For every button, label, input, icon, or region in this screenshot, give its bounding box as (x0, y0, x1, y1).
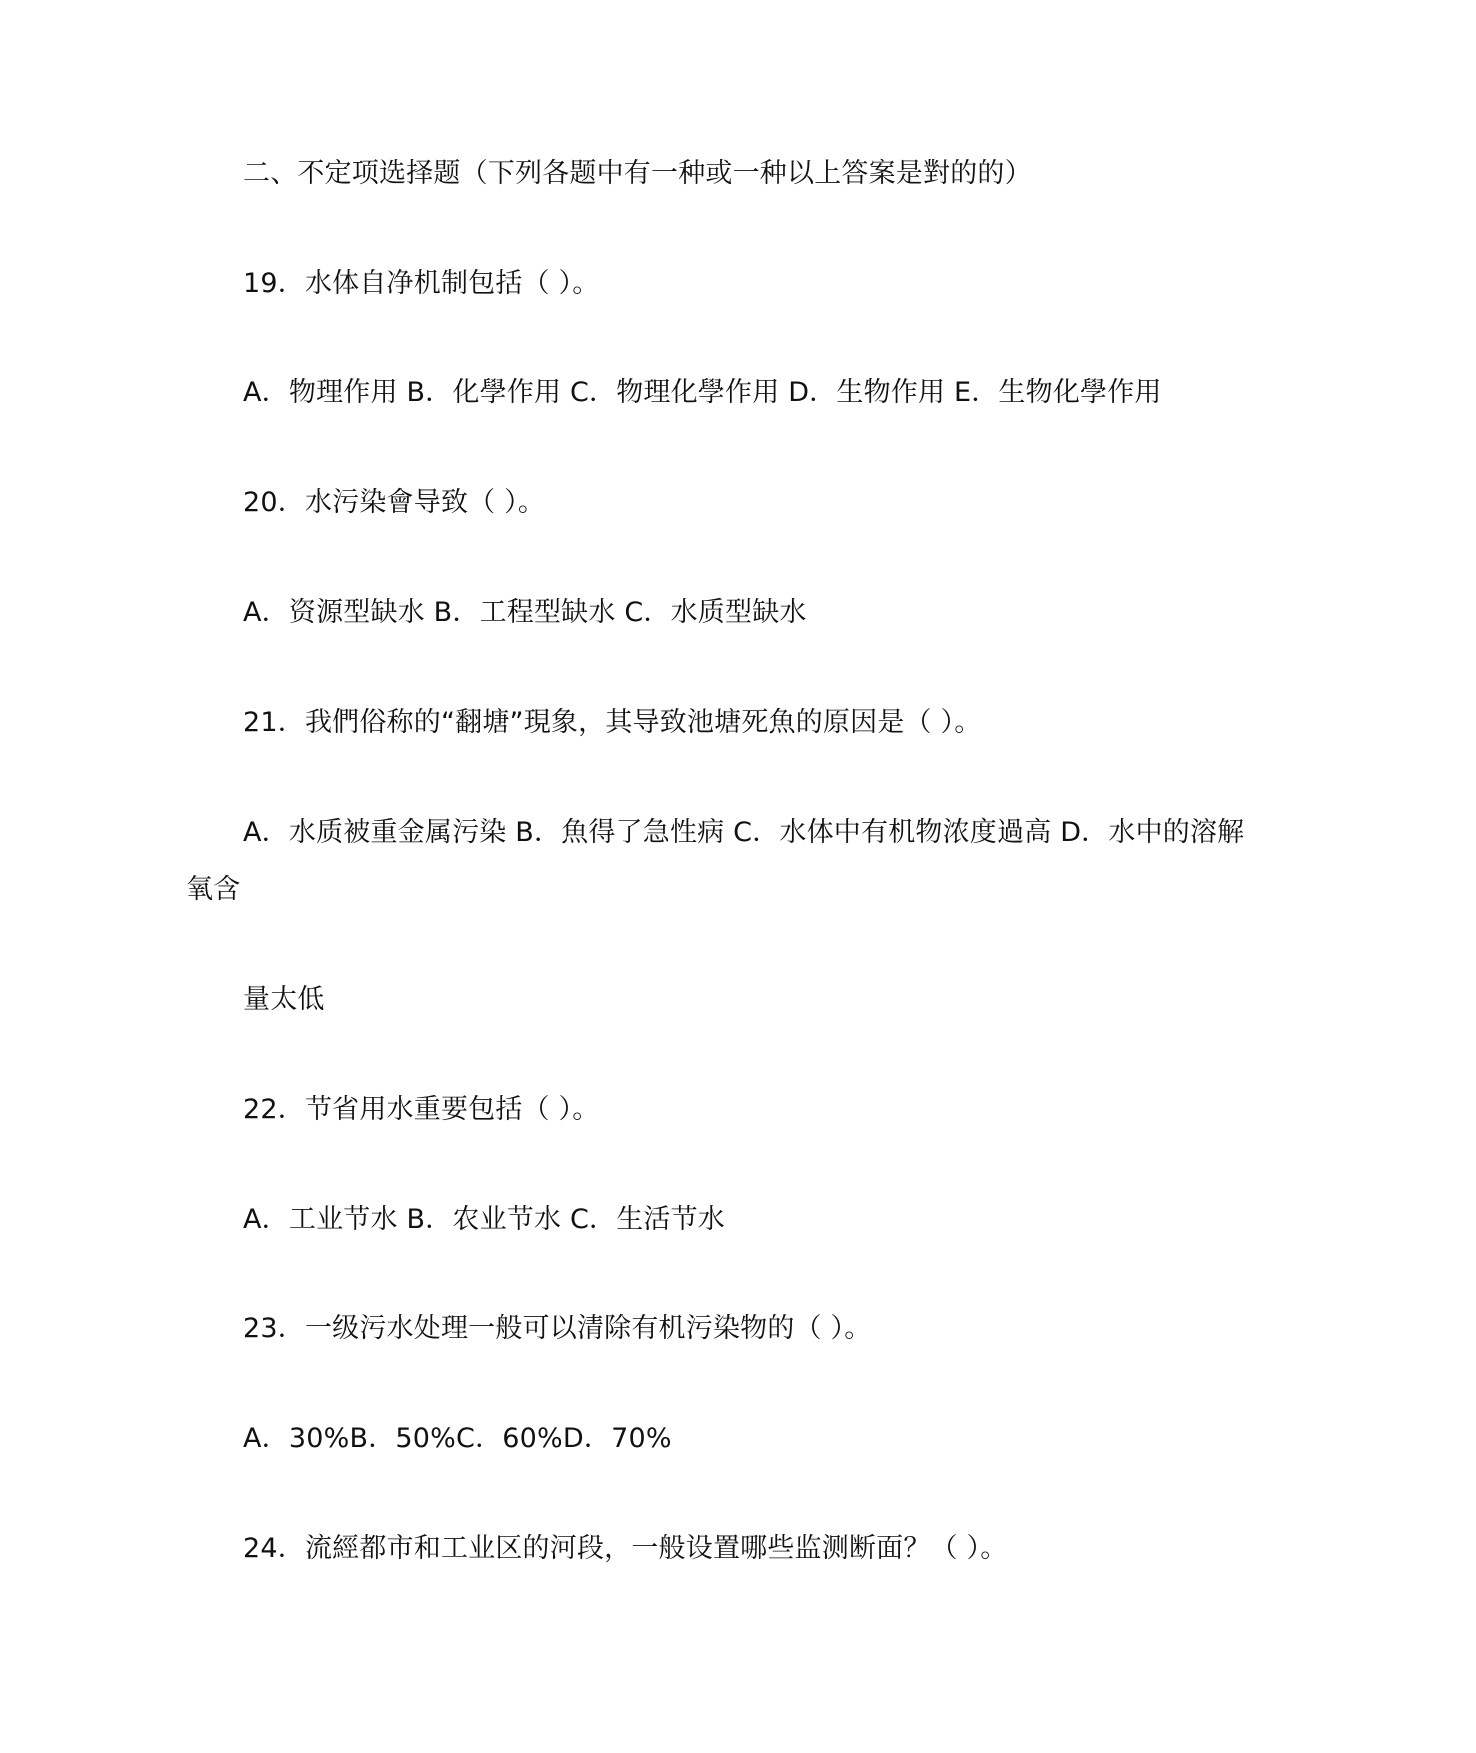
question-20: 20．水污染會导致（ ）。 (243, 487, 546, 518)
question-21-options-continued: 量太低 (243, 984, 325, 1015)
question-20-options: A．资源型缺水 B．工程型缺水 C．水质型缺水 (243, 597, 807, 628)
question-24: 24．流經都市和工业区的河段，一般设置哪些监测断面？（ ）。 (243, 1533, 1008, 1564)
question-21: 21．我們俗称的“翻塘”現象，其导致池塘死魚的原因是（ ）。 (243, 707, 982, 738)
question-22-options: A．工业节水 B．农业节水 C．生活节水 (243, 1204, 726, 1235)
question-19-options: A．物理作用 B．化學作用 C．物理化學作用 D．生物作用 E．生物化學作用 (243, 377, 1162, 408)
question-21-options-wrap: 氧含 (186, 874, 241, 905)
question-21-options: A．水质被重金属污染 B．魚得了急性病 C．水体中有机物浓度過高 D．水中的溶解 (243, 817, 1245, 848)
question-19: 19．水体自净机制包括（ ）。 (243, 268, 600, 299)
question-23-options: A．30%B．50%C．60%D．70% (243, 1423, 672, 1454)
question-22: 22．节省用水重要包括（ ）。 (243, 1094, 600, 1125)
section-heading: 二、不定项选择题（下列各题中有一种或一种以上答案是對的的） (243, 158, 1032, 189)
question-23: 23．一级污水处理一般可以清除有机污染物的（ ）。 (243, 1313, 872, 1344)
